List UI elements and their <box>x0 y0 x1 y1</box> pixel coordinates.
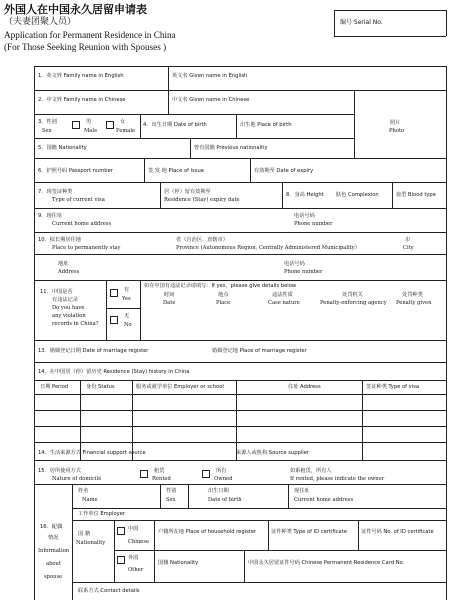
stay-address-label-english: Address <box>58 269 80 275</box>
stay-history-col-status: 身份 Status <box>86 384 115 390</box>
domicile-label-chinese: 15．居所使用方式 <box>38 468 81 474</box>
spouse-other-checkbox[interactable] <box>117 556 125 564</box>
violation-no-checkbox[interactable] <box>110 316 118 324</box>
spouse-other-label-chinese: 外国 <box>128 555 139 561</box>
stay-history-title: 14．在中国居（停）留历史 Residence (Stay) history in China <box>38 369 190 375</box>
given-name-chinese-label: 中文名 Given name in Chinese <box>172 97 250 103</box>
violation-col-case-chinese: 违法性质 <box>272 292 293 298</box>
violation-col-agency-english: Penalty-enforcing agency <box>320 300 387 306</box>
violation-col-place-chinese: 地点 <box>218 292 229 298</box>
residence-expiry-label-english: Residence (Stay) expiry date <box>164 197 240 203</box>
spouse-sex-label-chinese: 性别 <box>166 488 177 494</box>
phone-label-chinese: 电话号码 <box>294 213 315 219</box>
stay-phone-label-english: Phone number <box>284 269 323 275</box>
stay-address-label-chinese: 地址 <box>58 261 69 267</box>
stay-history-col-visa: 签证种类 Type of visa <box>366 384 420 390</box>
spouse-section-label-1: 16．配偶 <box>40 524 63 530</box>
spouse-address-label-chinese: 现住址 <box>294 488 310 494</box>
visa-type-label-chinese: 7．现签证种类 <box>38 189 73 195</box>
photo-label-chinese: 照片 <box>390 120 401 126</box>
spouse-sex-label-english: Sex <box>166 497 176 503</box>
spouse-contact-label: 联系方式 Contact details <box>78 588 140 594</box>
violation-no-label-english: No <box>124 322 132 328</box>
spouse-chinese-label-english: Chinese <box>128 539 150 545</box>
permanent-residence-card-label: 中国永久居留证件号码 Chinese Permanent Residence Card No. <box>248 560 405 566</box>
financial-support-label: 14．生活来源方式 Financial support source <box>38 450 146 456</box>
spouse-chinese-checkbox[interactable] <box>117 527 125 535</box>
violation-col-agency-chinese: 处罚机关 <box>342 292 363 298</box>
nationality-label: 5．国籍 Nationality <box>38 145 87 151</box>
violation-question-line1: 11．中国是否 <box>40 289 73 295</box>
spouse-section-label-4: about <box>46 561 61 567</box>
place-of-birth-label: 出生地 Place of birth <box>240 122 292 128</box>
violation-col-place-english: Place <box>216 300 231 306</box>
family-name-english-label: 1．英文姓 Family name in English <box>38 73 124 79</box>
owner-label-chinese: 如系租赁，所有人 <box>290 468 332 474</box>
violation-yes-label-chinese: 有 <box>124 287 130 293</box>
height-label: 8．身高 Height <box>286 192 324 198</box>
female-label-english: Female <box>116 128 136 134</box>
date-of-birth-label: 4．出生日期 Date of birth <box>143 122 207 128</box>
rented-label-english: Rented <box>152 476 171 482</box>
photo-label-english: Photo <box>389 128 405 134</box>
stay-history-col-address: 住址 Address <box>288 384 321 390</box>
form-title-chinese: 外国人在中国永久居留申请表 <box>4 3 147 16</box>
marriage-place-label: 婚姻登记地 Place of marriage register <box>212 348 307 354</box>
male-checkbox[interactable] <box>72 121 80 129</box>
violation-question-line2: 有违法记录 <box>52 297 78 303</box>
city-label-chinese: 市 <box>405 237 411 243</box>
stay-history-col-employer: 服务或就学单位 Employer or school <box>136 384 224 390</box>
sex-label-english: Sex <box>42 128 52 134</box>
violation-col-penalty-chinese: 处罚种类 <box>402 292 423 298</box>
source-supplier-label: 来源人或机构 Source supplier <box>236 450 310 456</box>
spouse-dob-label-chinese: 出生日期 <box>208 488 229 494</box>
form-subtitle-english: (For Those Seeking Reunion with Spouses ) <box>4 42 167 52</box>
passport-number-label: 6．护照号码 Passport number <box>38 168 113 174</box>
spouse-name-label-chinese: 姓名 <box>78 488 89 494</box>
residence-expiry-label-chinese: 居（停）留有效期至 <box>164 189 211 195</box>
form-title-english: Application for Permanent Residence in China <box>4 30 176 40</box>
given-name-english-label: 英文名 Given name in English <box>172 73 248 79</box>
male-label-english: Male <box>84 128 98 134</box>
permanent-stay-label-english: Place to permanently stay <box>52 245 121 251</box>
city-label-english: City <box>403 245 414 251</box>
date-of-expiry-label: 有效期至 Date of expiry <box>254 168 314 174</box>
spouse-chinese-label-chinese: 中国 <box>128 526 139 532</box>
violation-no-label-chinese: 无 <box>124 313 130 319</box>
phone-label-english: Phone number <box>294 221 333 227</box>
owner-label-english: If rented, please indicate the owner <box>290 476 385 482</box>
stay-phone-label-chinese: 电话号码 <box>284 261 305 267</box>
spouse-section-label-2: 情况 <box>48 535 59 541</box>
current-address-label-english: Current home address <box>52 221 112 227</box>
spouse-dob-label-english: Date of birth <box>208 497 242 503</box>
stay-history-col-period: 日期 Period <box>40 384 69 390</box>
owned-label-chinese: 所有 <box>216 468 227 474</box>
sex-label-chinese: 3．性别 <box>38 119 57 125</box>
id-number-label: 证件号码 No. of ID certificate <box>361 529 434 535</box>
violation-yes-checkbox[interactable] <box>110 289 118 297</box>
spouse-employer-label: 工作单位 Employer <box>78 511 126 517</box>
form-subtitle-chinese: （夫妻团聚人员） <box>4 17 77 27</box>
violation-col-date-chinese: 时间 <box>164 292 175 298</box>
province-label-chinese: 省（自治区、直辖市） <box>176 237 228 243</box>
rented-checkbox[interactable] <box>140 470 148 478</box>
id-type-label: 证件种类 Type of ID certificate <box>271 529 347 535</box>
serial-number-label: 编号 Serial No. <box>340 19 383 26</box>
permanent-stay-label-chinese: 10．拟长期居住地 <box>38 237 81 243</box>
complexion-label: 肤色 Complexion <box>336 192 379 198</box>
place-of-issue-label: 签 发 地 Place of issue <box>148 168 204 174</box>
violation-question-line3: Do you have <box>52 305 85 311</box>
spouse-section-label-5: spouse <box>44 574 63 580</box>
male-label-chinese: 男 <box>86 119 92 125</box>
spouse-nationality-label-chinese: 国 籍 <box>78 531 91 537</box>
female-label-chinese: 女 <box>120 119 126 125</box>
violation-question-line5: records in China? <box>52 321 99 327</box>
violation-details-note: 如在中国有违法记录请填写：If yes，please give details below <box>144 283 297 289</box>
previous-nationality-label: 曾有国籍 Previous nationality <box>194 145 268 151</box>
female-checkbox[interactable] <box>106 121 114 129</box>
spouse-name-label-english: Name <box>82 497 98 503</box>
family-name-chinese-label: 2．中文姓 Family name in Chinese <box>38 97 126 103</box>
domicile-label-english: Nature of domicile <box>52 476 102 482</box>
violation-yes-label-english: Yes <box>122 296 131 302</box>
spouse-foreign-nationality-label: 国籍 Nationality <box>158 560 199 566</box>
spouse-address-label-english: Current home address <box>294 497 354 503</box>
visa-type-label-english: Type of current visa <box>52 197 105 203</box>
owned-checkbox[interactable] <box>202 470 210 478</box>
violation-question-line4: any violation <box>52 313 86 319</box>
spouse-other-label-english: Other <box>128 567 144 573</box>
province-label-english: Province (Autonomous Region, Centrally Administered Municipality） <box>176 245 360 251</box>
violation-col-case-english: Case nature <box>268 300 300 306</box>
spouse-section-label-3: Information <box>38 548 70 554</box>
marriage-date-label: 13．婚姻登记日期 Date of marriage register <box>38 348 149 354</box>
current-address-label-chinese: 9．现住址 <box>38 213 63 219</box>
owned-label-english: Owned <box>214 476 233 482</box>
blood-type-label: 血型 Blood type <box>396 192 436 198</box>
spouse-nationality-label-english: Nationality <box>76 540 106 546</box>
violation-col-penalty-english: Penalty given <box>396 300 432 306</box>
household-register-label: 户籍所在地 Place of household register <box>158 529 257 535</box>
violation-col-date-english: Date <box>163 300 176 306</box>
rented-label-chinese: 租赁 <box>154 468 165 474</box>
